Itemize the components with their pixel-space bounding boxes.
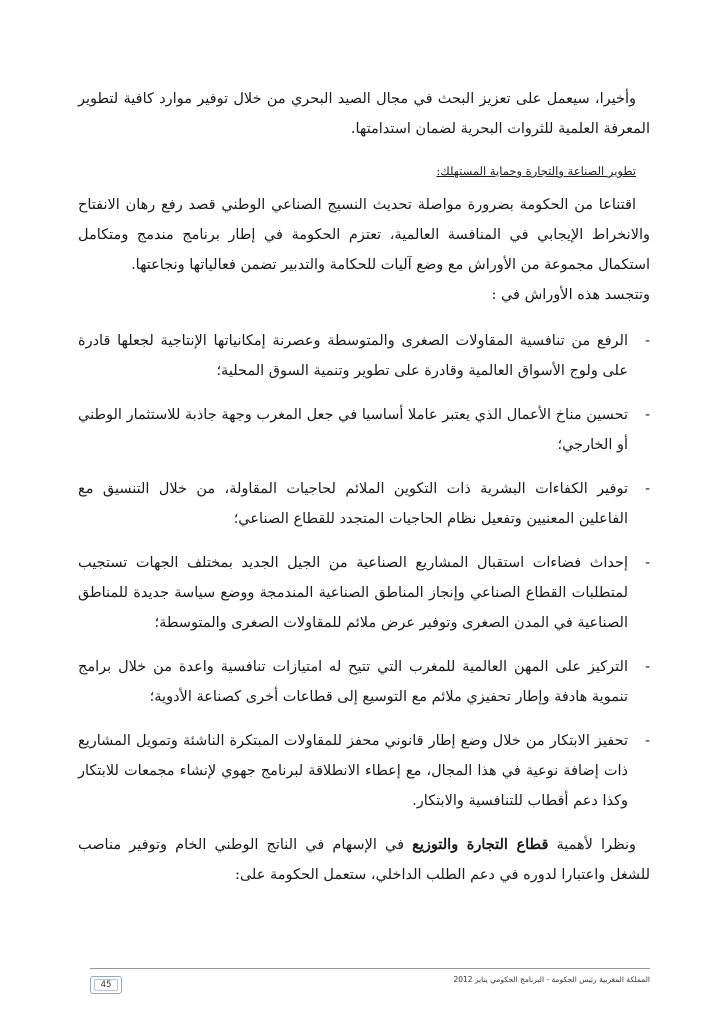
bullet-dash: - [645,481,650,497]
bullet-dash: - [645,733,650,749]
section-heading-text: تطوير الصناعة والتجارة وحماية المستهلك: [436,164,636,178]
bullet-dash: - [645,555,650,571]
page-footer [90,968,650,988]
footer-text: المملكة المغربية رئيس الحكومة - البرنامج الحكومي يناير 2012 [453,975,650,984]
trade-text-before: ونظرا لأهمية [556,837,636,853]
industry-paragraph: اقتناعا من الحكومة بضرورة مواصلة تحديث النسيج الصناعي الوطني قصد رفع رهان الانفتاح والانخراط الإيجابي في المنافسة العالمية، تعتزم الحكومة في إطار برنامج مندمج ومتكامل استكمال مجموعة من الأوراش مع وضع آليات للحكامة والتدبير تضمن فعالياتها ونجاعتها. [78,197,650,273]
bullet-dash: - [645,407,650,423]
bullet-dash: - [645,333,650,349]
bullet-dash: - [645,659,650,675]
spacer [78,310,650,326]
page-number-box [90,976,122,994]
list-item-text: تحفيز الابتكار من خلال وضع إطار قانوني محفز للمقاولات المبتكرة الناشئة وتمويل المشاريع ذات إضافة نوعية في هذا المجال، مع إعطاء الانطلاقة لبرنامج جهوي لإنشاء مجمعات للابتكار وكذا دعم أقطاب للتنافسية والابتكار. [78,733,628,809]
list-item-text: توفير الكفاءات البشرية ذات التكوين الملائم لحاجيات المقاولة، من خلال التنسيق مع الفاعلين المعنيين وتفعيل نظام الحاجيات المتجدد للقطاع الصناعي؛ [78,481,628,527]
list-item [78,726,650,816]
spacer [78,144,650,158]
section-heading [78,160,650,182]
workshops-list [78,326,650,816]
list-item-text: الرفع من تنافسية المقاولات الصغرى والمتوسطة وعصرنة إمكانياتها الإنتاجية لجعلها قادرة على ولوج الأسواق العالمية وقادرة على تطوير وتنمية السوق المحلية؛ [78,333,628,379]
page-number: 45 [94,979,118,991]
list-item [78,326,650,386]
list-item-text: تحسين مناخ الأعمال الذي يعتبر عاملا أساسيا في جعل المغرب وجهة جاذبة للاستثمار الوطني أو الخارجي؛ [78,407,628,453]
list-item [78,400,650,460]
trade-paragraph [78,830,650,890]
list-item-text: التركيز على المهن العالمية للمغرب التي تتيح له امتيازات تنافسية واعدة من خلال برامج تنموية هادفة وإطار تحفيزي ملائم مع التوسيع إلى قطاعات أخرى كصناعة الأدوية؛ [78,659,628,705]
trade-bold-phrase: قطاع التجارة والتوزيع [412,836,549,853]
list-item [78,652,650,712]
trade-text-after: في الإسهام في الناتج الوطني الخام وتوفير مناصب للشغل واعتبارا لدوره في دعم الطلب الداخلي، ستعمل الحكومة على: [78,837,650,883]
intro-paragraph: وأخيرا، سيعمل على تعزيز البحث في مجال الصيد البحري من خلال توفير موارد كافية لتطوير المعرفة العلمية للثروات البحرية لضمان استدامتها. [78,91,650,137]
footer-rule [90,968,650,969]
list-item-text: إحداث فضاءات استقبال المشاريع الصناعية من الجيل الجديد بمختلف الجهات تستجيب لمتطلبات القطاع الصناعي وإنجاز المناطق الصناعية المندمجة ووضع سياسة جديدة للمناطق الصناعية في المدن الصغرى وتوفير عرض ملائم للمقاولات الصغرى والمتوسطة؛ [78,555,628,631]
list-item [78,548,650,638]
industry-intro-list: وتتجسد هذه الأوراش في : [491,287,650,303]
list-item [78,474,650,534]
page-body [78,84,650,890]
